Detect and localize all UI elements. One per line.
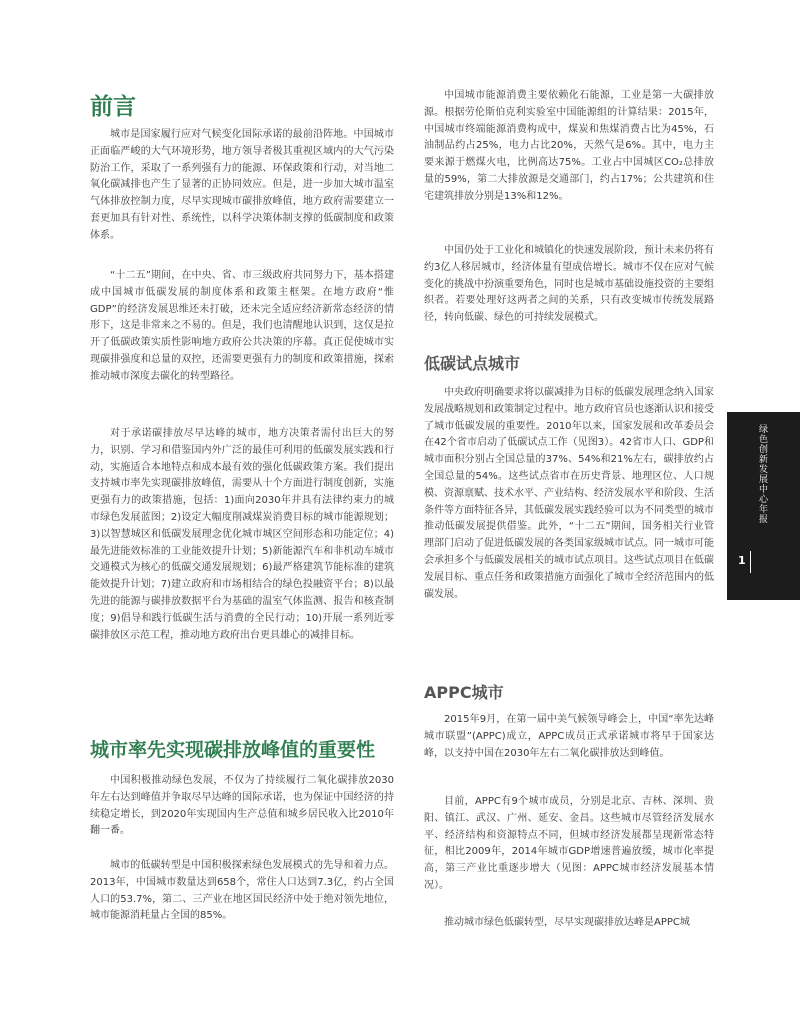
section-title-importance: 城市率先实现碳排放峰值的重要性	[90, 739, 376, 761]
right-paragraph-5: 目前，APPC有9个城市成员，分别是北京、吉林、深圳、贵阳、镇江、武汉、广州、延安、金昌。这些城市尽管经济发展水平、经济结构和资源特点不同，但城市经济发展都呈现新常态特征，相比2009年，2014年城市GDP增速普遍放缓，城市化率提高，第三产业比重逐步增大（见图：APPC城市经济发展基本情况）。	[424, 796, 714, 891]
right-paragraph-3: 中央政府明确要求将以碳减排为目标的低碳发展理念纳入国家发展战略规划和政策制定过程中。地方政府官员也逐渐认识和接受了城市低碳发展的重要性。2010年以来，国家发展和改革委员会在42个省市启动了低碳试点工作（见图3）。42省市人口、GDP和城市面积分别占全国总量的37%、54%和21%左右，碳排放约占全国总量的54%。这些试点省市在历史背景、地理区位、人口规模、资源禀赋、技术水平、产业结构、经济发展水平和阶段、生活条件等方面特征各异，其低碳发展实践经验可以为不同类型的城市推动低碳发展提供借鉴。此外，“十二五”期间，国务相关行业管理部门启动了促进低碳发展的各类国家级城市试点。同一城市可能会承担多个与低碳发展相关的城市试点项目。这些试点项目在低碳发展目标、重点任务和政策措施方面强化了城市全经济范围内的低碳发展。	[424, 387, 714, 600]
page-number: 1	[738, 554, 746, 567]
page-title: 前言	[90, 94, 136, 120]
page-number-divider	[750, 551, 751, 573]
right-paragraph-4: 2015年9月，在第一届中美气候领导峰会上，中国“率先达峰城市联盟”(APPC)成立，APPC成员正式承诺城市将早于国家达峰，以支持中国在2030年左右二氧化碳排放达到峰值。	[424, 714, 714, 759]
section-title-lowcarbon-pilot: 低碳试点城市	[424, 354, 521, 373]
left-paragraph-5: 城市的低碳转型是中国积极探索绿色发展模式的先导和着力点。2013年，中国城市数量达到658个，常住人口达到7.3亿，约占全国人口的53.7%，第二、三产业在地区国民经济中处于绝对领先地位，城市能源消耗量占全国的85%。	[90, 860, 394, 922]
right-paragraph-2: 中国仍处于工业化和城镇化的快速发展阶段，预计未来仍将有约3亿人移居城市，经济体量有望成倍增长。城市不仅在应对气候变化的挑战中扮演重要角色，同时也是城市基础设施投资的主要组织者。若要处理好这两者之间的关系，只有改变城市传统发展路径，转向低碳、绿色的可持续发展模式。	[424, 245, 714, 324]
left-paragraph-2: “十二五”期间，在中央、省、市三级政府共同努力下，基本搭建成中国城市低碳发展的制度体系和政策主框架。在地方政府“惟GDP”的经济发展思维还未打破，还未完全适应经济新常态经济的情形下，这是非常来之不易的。但是，我们也清醒地认识到，这仅是拉开了低碳政策实质性影响地方政府公共决策的序幕。真正促使城市实现碳排强度和总量的双控，还需要更强有力的制度和政策措施，探索推动城市深度去碳化的转型路径。	[90, 270, 394, 382]
right-paragraph-1: 中国城市能源消费主要依赖化石能源，工业是第一大碳排放源。根据劳伦斯伯克利实验室中国能源组的计算结果：2015年，中国城市终端能源消费构成中，煤炭和焦煤消费占比为45%，石油制品约占25%，电力占比20%，天然气是6%。其中，电力主要来源于燃煤火电，比例高达75%。工业占中国城区CO₂总排放量的59%，第二大排放源是交通部门，约占17%；公共建筑和住宅建筑排放分别是13%和12%。	[424, 90, 714, 202]
left-paragraph-1: 城市是国家履行应对气候变化国际承诺的最前沿阵地。中国城市正面临严峻的大气环境形势，地方领导者极其重视区域内的大气污染防治工作，采取了一系列强有力的能源、环保政策和行动，对当地二氧化碳减排也产生了显著的正协同效应。但是，进一步加大城市温室气体排放控制力度，尽早实现城市碳排放峰值，地方政府需要建立一套更加具有针对性、系统性，以科学决策体制支撑的低碳制度和政策体系。	[90, 129, 394, 241]
left-paragraph-3: 对于承诺碳排放尽早达峰的城市，地方决策者需付出巨大的努力，识别、学习和借鉴国内外广泛的最佳可利用的低碳发展实践和行动，实施适合本地特点和成本最有效的强化低碳政策方案。我们提出支持城市率先实现碳排放峰值，需要从十个方面进行制度创新，实施更强有力的政策措施，包括：1)面向2030年并具有法律约束力的城市绿色发展蓝图；2)设定大幅度削减煤炭消费目标的城市能源规划；3)以智慧城区和低碳发展理念优化城市城区空间形态和功能定位；4)最先进能效标准的工业能效提升计划；5)新能源汽车和非机动车城市交通模式为核心的低碳交通发展规划；6)最严格建筑节能标准的建筑能效提升计划；7)建立政府和市场相结合的绿色投融资平台；8)以最先进的能源与碳排放数据平台为基础的温室气体监测、报告和核查制度；9)倡导和践行低碳生活与消费的全民行动；10)开展一系列近零碳排放区示范工程，推动地方政府出台更具雄心的减排目标。	[90, 428, 394, 641]
right-paragraph-6: 推动城市绿色低碳转型，尽早实现碳排放达峰是APPC城	[444, 917, 690, 928]
side-label: 绿色创新发展中心年报	[757, 424, 767, 524]
section-title-appc: APPC城市	[424, 683, 504, 702]
left-paragraph-4: 中国积极推动绿色发展，不仅为了持续履行二氧化碳排放2030年左右达到峰值并争取尽早达峰的国际承诺，也为保证中国经济的持续稳定增长，到2020年实现国内生产总值和城乡居民收入比2010年翻一番。	[90, 775, 394, 837]
